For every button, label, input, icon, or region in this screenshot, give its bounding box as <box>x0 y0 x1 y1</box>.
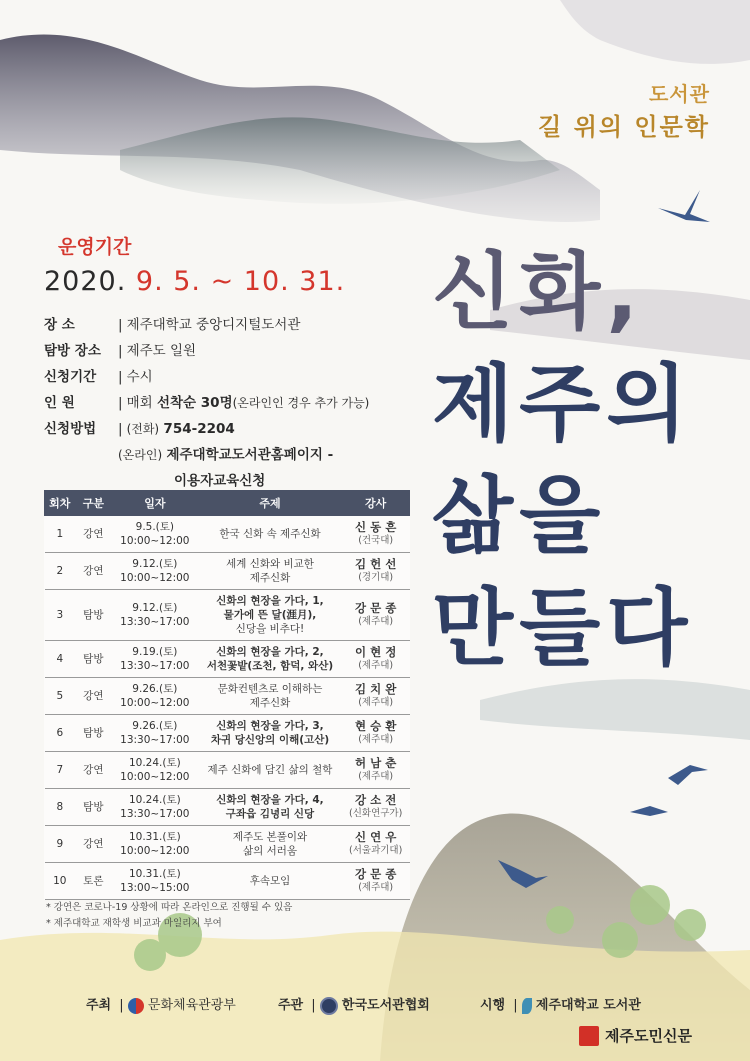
header-no: 회차 <box>45 491 76 516</box>
footer-sponsors <box>0 988 750 1018</box>
info-key: 인 원 <box>44 395 75 411</box>
cell-topic-line: 삶의 서러움 <box>242 845 298 857</box>
lecturer-affiliation: (서울과기대) <box>349 845 403 856</box>
lecturer-affiliation: (건국대) <box>358 535 394 546</box>
cell-date-day: 9.5.(토) <box>135 521 175 533</box>
footer-host-name: 문화체육관광부 <box>147 998 236 1013</box>
cell-lecturer <box>342 752 410 789</box>
cell-lecturer <box>342 678 410 715</box>
info-key: 탐방 장소 <box>44 343 101 359</box>
cell-topic-line: 한국 신화 속 제주신화 <box>219 528 321 540</box>
note-1: * 강연은 코로나-19 상황에 따라 온라인으로 진행될 수 있음 <box>46 902 293 913</box>
headline-line-3: 삶을 <box>432 467 607 565</box>
schedule-body <box>45 516 410 900</box>
lecturer-name: 강 소 전 <box>355 793 397 807</box>
cell-lecturer <box>342 641 410 678</box>
cell-type: 강연 <box>75 678 111 715</box>
footer-executor-label: 시행 <box>480 998 506 1013</box>
cell-date <box>112 553 199 590</box>
cell-date-time: 10:00~12:00 <box>120 535 190 547</box>
cell-lecturer <box>342 863 410 900</box>
info-online-line1 <box>118 442 424 468</box>
taegeuk-icon <box>128 998 144 1014</box>
newspaper-credit <box>579 1025 692 1047</box>
info-visit: 탐방 장소 | 제주도 일원 <box>44 338 424 364</box>
note-2: * 제주대학교 재학생 비교과 마일리지 부여 <box>46 918 222 929</box>
table-row <box>45 678 410 715</box>
cell-topic <box>198 863 342 900</box>
lecturer-affiliation: (제주대) <box>358 882 394 893</box>
info-phone: 754-2204 <box>163 421 235 437</box>
info-online-prefix: (온라인) <box>118 448 163 462</box>
lecturer-name: 이 현 정 <box>355 645 397 659</box>
cell-topic-line: 신화의 현장을 가다, 4, <box>216 794 324 806</box>
cell-topic <box>198 826 342 863</box>
lecturer-affiliation: (제주대) <box>358 660 394 671</box>
lecturer-name: 강 문 종 <box>355 601 397 615</box>
cell-topic-line: 제주 신화에 담긴 삶의 철학 <box>207 764 333 776</box>
cell-date-day: 10.31.(토) <box>128 868 181 880</box>
info-method: 신청방법 | (전화) 754-2204 <box>44 416 424 442</box>
cell-date-time: 13:30~17:00 <box>120 660 190 672</box>
cell-date <box>112 715 199 752</box>
info-key: 신청방법 <box>44 421 97 437</box>
cell-topic-line: 신화의 현장을 가다, 1, <box>216 595 324 607</box>
info-value: 매회 <box>126 395 153 411</box>
table-row <box>45 553 410 590</box>
cell-no: 3 <box>45 590 76 641</box>
info-block <box>44 312 424 494</box>
cell-date-day: 10.24.(토) <box>128 757 181 769</box>
cell-date-time: 10:00~12:00 <box>120 697 190 709</box>
cell-date <box>112 789 199 826</box>
cell-date-day: 9.19.(토) <box>132 646 178 658</box>
cell-lecturer <box>342 789 410 826</box>
cell-date-time: 10:00~12:00 <box>120 771 190 783</box>
cell-topic <box>198 678 342 715</box>
cell-topic-line: 문화컨텐츠로 이해하는 <box>217 683 323 695</box>
table-row <box>45 715 410 752</box>
period-year: 2020. <box>44 266 127 297</box>
cell-date-day: 10.24.(토) <box>128 794 181 806</box>
info-value: 제주도 일원 <box>126 343 197 359</box>
lecturer-affiliation: (제주대) <box>358 616 394 627</box>
info-key: 신청기간 <box>44 369 97 385</box>
lecturer-name: 신 연 우 <box>355 830 397 844</box>
cell-date-time: 13:30~17:00 <box>120 616 190 628</box>
footer-organizer-name: 한국도서관협회 <box>341 998 430 1013</box>
footer-executor-name: 제주대학교 도서관 <box>535 998 641 1013</box>
lecturer-name: 현 승 환 <box>355 719 397 733</box>
footer-host: 주최 | 문화체육관광부 <box>86 998 236 1013</box>
cell-no: 7 <box>45 752 76 789</box>
cell-topic-line: 신당을 비추다! <box>235 623 305 635</box>
lecturer-name: 김 헌 선 <box>355 557 397 571</box>
notes <box>46 900 292 932</box>
table-row <box>45 641 410 678</box>
info-online-site: 제주대학교도서관홈페이지 - <box>166 447 334 463</box>
cell-date-time: 13:30~17:00 <box>120 808 190 820</box>
cell-date-time: 10:00~12:00 <box>120 572 190 584</box>
cell-topic-line: 신화의 현장을 가다, 2, <box>216 646 324 658</box>
headline-line-1: 신화, <box>432 243 645 341</box>
cell-date <box>112 516 199 553</box>
lecturer-affiliation: (제주대) <box>358 697 394 708</box>
headline-line-2: 제주의 <box>432 355 694 453</box>
lecturer-name: 허 남 춘 <box>355 756 397 770</box>
cell-no: 8 <box>45 789 76 826</box>
cell-type: 탐방 <box>75 590 111 641</box>
cell-no: 5 <box>45 678 76 715</box>
cell-topic-line: 서천꽃밭(조천, 함덕, 와산) <box>206 660 334 672</box>
header-date: 일자 <box>112 491 199 516</box>
info-apply-period: 신청기간 | 수시 <box>44 364 424 390</box>
info-place: 장 소 | 제주대학교 중앙디지털도서관 <box>44 312 424 338</box>
cell-date <box>112 752 199 789</box>
footer-executor: 시행 | 제주대학교 도서관 <box>480 998 641 1013</box>
lecturer-affiliation: (경기대) <box>358 572 394 583</box>
cell-no: 1 <box>45 516 76 553</box>
cell-no: 6 <box>45 715 76 752</box>
cell-topic-line: 세계 신화와 비교한 <box>226 558 314 570</box>
cell-date <box>112 826 199 863</box>
cell-topic-line: 제주신화 <box>249 697 291 709</box>
cell-lecturer <box>342 516 410 553</box>
cell-topic-line: 제주신화 <box>249 572 291 584</box>
lecturer-affiliation: (제주대) <box>358 734 394 745</box>
table-row <box>45 826 410 863</box>
info-key: 장 소 <box>44 317 75 333</box>
cell-no: 10 <box>45 863 76 900</box>
cell-topic <box>198 553 342 590</box>
ink-mountain-5 <box>480 679 750 740</box>
header-type: 구분 <box>75 491 111 516</box>
cell-date <box>112 678 199 715</box>
cell-lecturer <box>342 553 410 590</box>
cell-type: 탐방 <box>75 641 111 678</box>
lecturer-affiliation: (신화연구가) <box>349 808 403 819</box>
lecturer-affiliation: (제주대) <box>358 771 394 782</box>
info-people: 인 원 | 매회 선착순 30명(온라인인 경우 추가 가능) <box>44 390 424 416</box>
cell-lecturer <box>342 826 410 863</box>
header-lecturer: 강사 <box>342 491 410 516</box>
info-online-line2: 이용자교육신청 <box>174 473 266 489</box>
period-dates <box>44 266 345 297</box>
cell-topic <box>198 789 342 826</box>
cell-date-time: 13:30~17:00 <box>120 734 190 746</box>
cell-date <box>112 590 199 641</box>
cell-date <box>112 641 199 678</box>
newspaper-name: 제주도민신문 <box>605 1026 692 1045</box>
ink-mountain-3 <box>560 0 750 64</box>
table-row <box>45 863 410 900</box>
cell-no: 2 <box>45 553 76 590</box>
lecturer-name: 김 치 완 <box>355 682 397 696</box>
cell-topic-line: 제주도 본풀이와 <box>232 831 308 843</box>
cell-type: 강연 <box>75 752 111 789</box>
table-row <box>45 789 410 826</box>
table-row <box>45 516 410 553</box>
cell-topic <box>198 590 342 641</box>
cell-date-day: 9.26.(토) <box>132 720 178 732</box>
cell-date-time: 13:00~15:00 <box>120 882 190 894</box>
period-range: 9. 5. ~ 10. 31. <box>135 266 346 297</box>
program-logo-line2: 길 위의 인문학 <box>538 113 710 141</box>
info-value-bold: 선착순 30명 <box>156 395 233 411</box>
headline-line-4: 만들다 <box>432 579 694 677</box>
lecturer-name: 강 문 종 <box>355 867 397 881</box>
cell-type: 강연 <box>75 516 111 553</box>
table-row <box>45 590 410 641</box>
cell-topic <box>198 715 342 752</box>
university-logo-icon <box>522 998 532 1014</box>
period-label: 운영기간 <box>58 236 132 258</box>
cell-topic <box>198 641 342 678</box>
info-value: 제주대학교 중앙디지털도서관 <box>126 317 301 333</box>
cell-topic-line: 신화의 현장을 가다, 3, <box>216 720 324 732</box>
table-row <box>45 752 410 789</box>
library-association-icon <box>320 997 338 1015</box>
header-topic: 주제 <box>198 491 342 516</box>
schedule-header-row <box>45 491 410 516</box>
cell-topic <box>198 752 342 789</box>
cell-type: 토론 <box>75 863 111 900</box>
cell-date-day: 9.26.(토) <box>132 683 178 695</box>
newspaper-logo-icon <box>579 1026 599 1046</box>
program-logo <box>538 78 710 142</box>
cell-date-day: 9.12.(토) <box>132 602 178 614</box>
cell-no: 4 <box>45 641 76 678</box>
cell-topic-line: 후속모임 <box>249 875 291 887</box>
lecturer-name: 신 동 흔 <box>355 520 397 534</box>
cell-topic-line: 차귀 당신앙의 이해(고산) <box>210 734 330 746</box>
info-value: 수시 <box>126 369 153 385</box>
headline <box>432 236 732 684</box>
info-note: (온라인인 경우 추가 가능) <box>232 396 370 410</box>
cell-lecturer <box>342 715 410 752</box>
cell-topic-line: 물가에 뜬 달(涯月), <box>223 609 317 621</box>
cell-lecturer <box>342 590 410 641</box>
cell-date <box>112 863 199 900</box>
cell-date-day: 10.31.(토) <box>128 831 181 843</box>
cell-no: 9 <box>45 826 76 863</box>
footer-organizer: 주관 | 한국도서관협회 <box>278 998 430 1013</box>
info-phone-prefix: (전화) <box>126 422 160 436</box>
footer-organizer-label: 주관 <box>278 998 304 1013</box>
cell-type: 강연 <box>75 826 111 863</box>
cell-date-day: 9.12.(토) <box>132 558 178 570</box>
cell-type: 탐방 <box>75 715 111 752</box>
schedule-table <box>44 490 410 900</box>
cell-type: 강연 <box>75 553 111 590</box>
cell-type: 탐방 <box>75 789 111 826</box>
cell-topic <box>198 516 342 553</box>
program-logo-line1: 도서관 <box>649 82 710 106</box>
cell-date-time: 10:00~12:00 <box>120 845 190 857</box>
footer-host-label: 주최 <box>86 998 112 1013</box>
cell-topic-line: 구좌읍 김녕리 신당 <box>225 808 315 820</box>
